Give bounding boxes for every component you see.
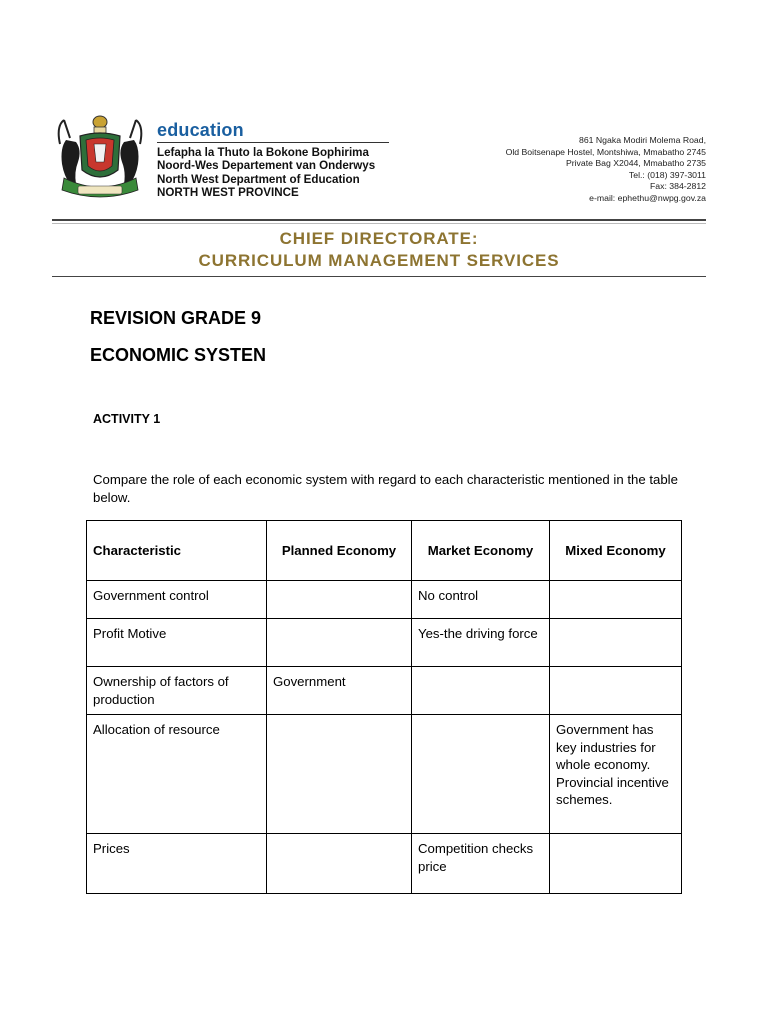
- table-cell: Government control: [87, 581, 267, 619]
- table-cell: [267, 715, 412, 834]
- table-row: [87, 715, 682, 834]
- header-characteristic: Characteristic: [87, 521, 267, 581]
- table-cell: Allocation of resource: [87, 715, 267, 834]
- directorate-line-1: CHIEF DIRECTORATE:: [279, 229, 479, 248]
- table-row: [87, 619, 682, 667]
- header-mixed-economy: Mixed Economy: [550, 521, 682, 581]
- table-row: [87, 667, 682, 715]
- table-cell: Government: [267, 667, 412, 715]
- table-cell: [412, 715, 550, 834]
- table-cell: Ownership of factors of production: [87, 667, 267, 715]
- directorate-line-2: CURRICULUM MANAGEMENT SERVICES: [198, 251, 560, 270]
- education-brand: education: [157, 120, 244, 140]
- header-divider-top-thin: [52, 223, 706, 224]
- department-block: [157, 120, 389, 200]
- address-line: 861 Ngaka Modiri Molema Road,: [579, 135, 706, 145]
- table-cell: [550, 834, 682, 894]
- table-cell: [550, 667, 682, 715]
- table-cell: Competition checks price: [412, 834, 550, 894]
- table-row: [87, 581, 682, 619]
- document-subtitle: ECONOMIC SYSTEN: [90, 345, 267, 365]
- table-cell: [550, 581, 682, 619]
- table-cell: No control: [412, 581, 550, 619]
- table-cell: [267, 619, 412, 667]
- table-cell: [267, 834, 412, 894]
- address-block: [446, 135, 706, 204]
- table-cell: Profit Motive: [87, 619, 267, 667]
- address-line: Old Boitsenape Hostel, Montshiwa, Mmabatho 2745: [505, 146, 706, 157]
- table-cell: Government has key industries for whole economy. Provincial incentive schemes.: [550, 715, 682, 834]
- table-row: [87, 834, 682, 894]
- table-cell: Yes-the driving force: [412, 619, 550, 667]
- header-divider-top: [52, 219, 706, 221]
- address-line: e-mail: ephethu@nwpg.gov.za: [589, 192, 706, 203]
- economic-systems-table: [86, 520, 682, 894]
- header-market-economy: Market Economy: [412, 521, 550, 581]
- document-title: REVISION GRADE 9: [90, 308, 262, 328]
- header-divider-bottom: [52, 276, 706, 277]
- activity-instruction: Compare the role of each economic system with regard to each characteristic mentioned in the table below.: [93, 472, 678, 505]
- table-cell: Prices: [87, 834, 267, 894]
- address-line: Fax: 384-2812: [649, 181, 706, 191]
- dept-line-afrikaans: Noord-Wes Departement van Onderwys: [157, 159, 376, 173]
- coat-of-arms-icon: [50, 114, 150, 200]
- address-line: Tel.: (018) 397-3011: [628, 169, 706, 180]
- dept-line-english: North West Department of Education: [157, 172, 360, 186]
- header-planned-economy: Planned Economy: [267, 521, 412, 581]
- address-line: Private Bag X2044, Mmabatho 2735: [565, 158, 706, 168]
- dept-line-setswana: Lefapha la Thuto la Bokone Bophirima: [157, 146, 369, 159]
- activity-heading: ACTIVITY 1: [93, 412, 161, 426]
- dept-line-province: NORTH WEST PROVINCE: [157, 186, 299, 200]
- table-cell: [550, 619, 682, 667]
- table-cell: [267, 581, 412, 619]
- directorate-banner: [52, 228, 706, 272]
- table-header-row: [87, 521, 682, 581]
- table-cell: [412, 667, 550, 715]
- brand-divider: [157, 142, 389, 143]
